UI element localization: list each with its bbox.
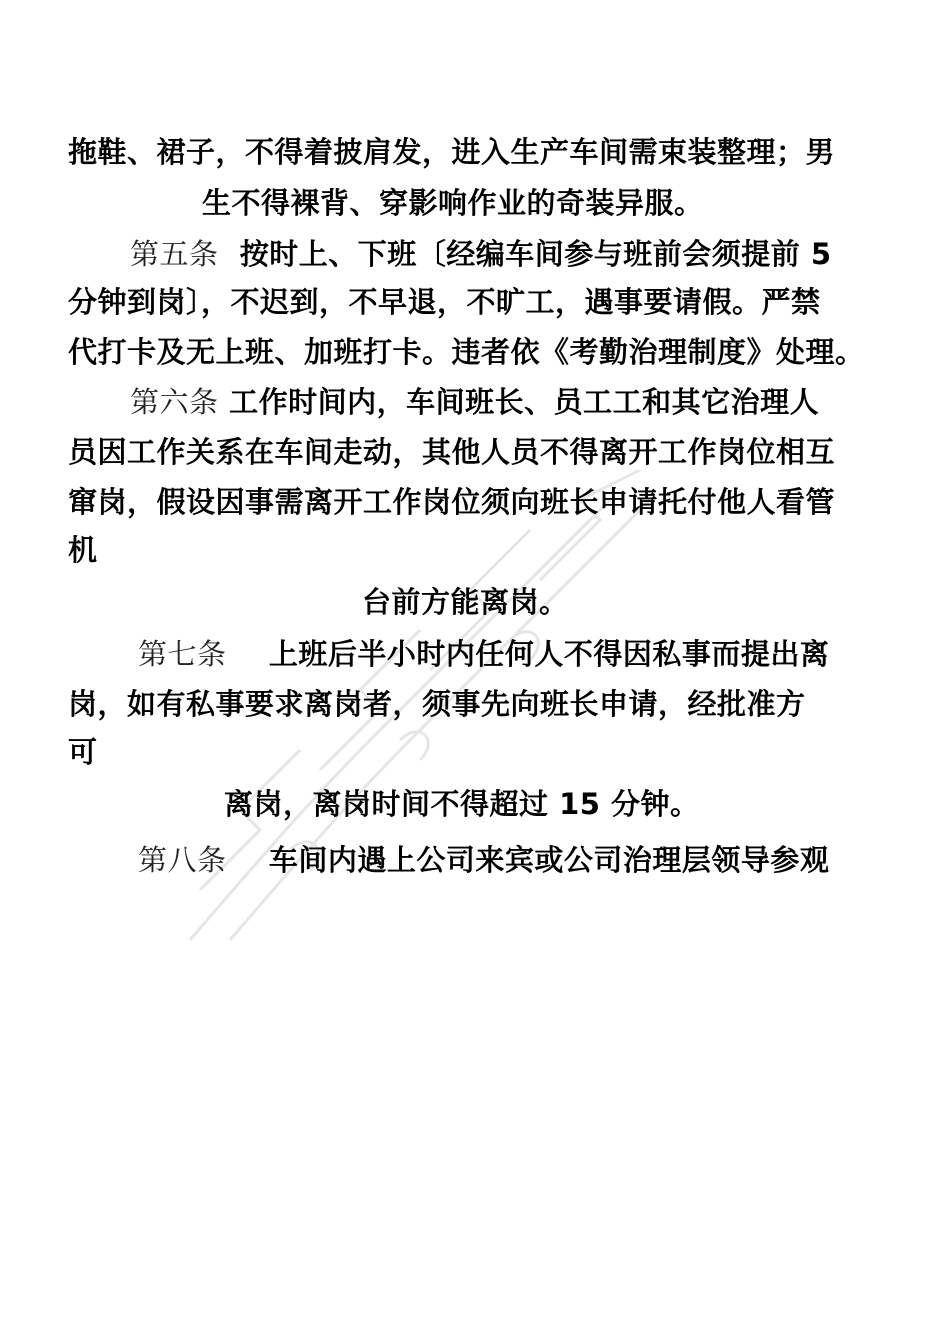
text-line-13: 可 bbox=[68, 735, 98, 769]
article-5-label: 第五条 bbox=[130, 237, 219, 271]
article-8-line bbox=[138, 842, 829, 878]
article-5-text: 按时上、下班〔经编车间参与班前会须提前 5 bbox=[239, 237, 832, 271]
article-7-text: 上班后半小时内任何人不得因私事而提出离 bbox=[268, 637, 830, 671]
text-line-1: 拖鞋、裙子，不得着披肩发，进入生产车间需束装整理；男 bbox=[68, 135, 836, 169]
article-8-label: 第八条 bbox=[138, 843, 227, 877]
text-line-2: 生不得裸背、穿影响作业的奇装异服。 bbox=[202, 186, 704, 220]
text-line-7: 员因工作关系在车间走动，其他人员不得离开工作岗位相互 bbox=[68, 435, 836, 469]
article-6-line bbox=[130, 384, 819, 420]
text-line-5: 代打卡及无上班、加班打卡。违者依《考勤治理制度》处理。 bbox=[68, 335, 865, 369]
article-8-text: 车间内遇上公司来宾或公司治理层领导参观 bbox=[268, 843, 830, 877]
article-6-text: 工作时间内，车间班长、员工工和其它治理人 bbox=[229, 385, 820, 419]
article-5-line bbox=[130, 236, 832, 272]
text-line-8: 窜岗，假设因事需离开工作岗位须向班长申请托付他人看管 bbox=[68, 485, 836, 519]
text-line-4: 分钟到岗〕，不迟到，不早退，不旷工，遇事要请假。严禁 bbox=[68, 285, 821, 319]
article-6-label: 第六条 bbox=[130, 385, 219, 419]
text-line-12: 岗，如有私事要求离岗者，须事先向班长申请，经批准方 bbox=[68, 687, 806, 721]
article-7-label: 第七条 bbox=[138, 637, 227, 671]
article-7-line bbox=[138, 636, 829, 672]
text-line-14: 离岗，离岗时间不得超过 15 分钟。 bbox=[224, 787, 700, 821]
text-line-10: 台前方能离岗。 bbox=[362, 585, 569, 619]
text-line-9: 机 bbox=[68, 533, 98, 567]
